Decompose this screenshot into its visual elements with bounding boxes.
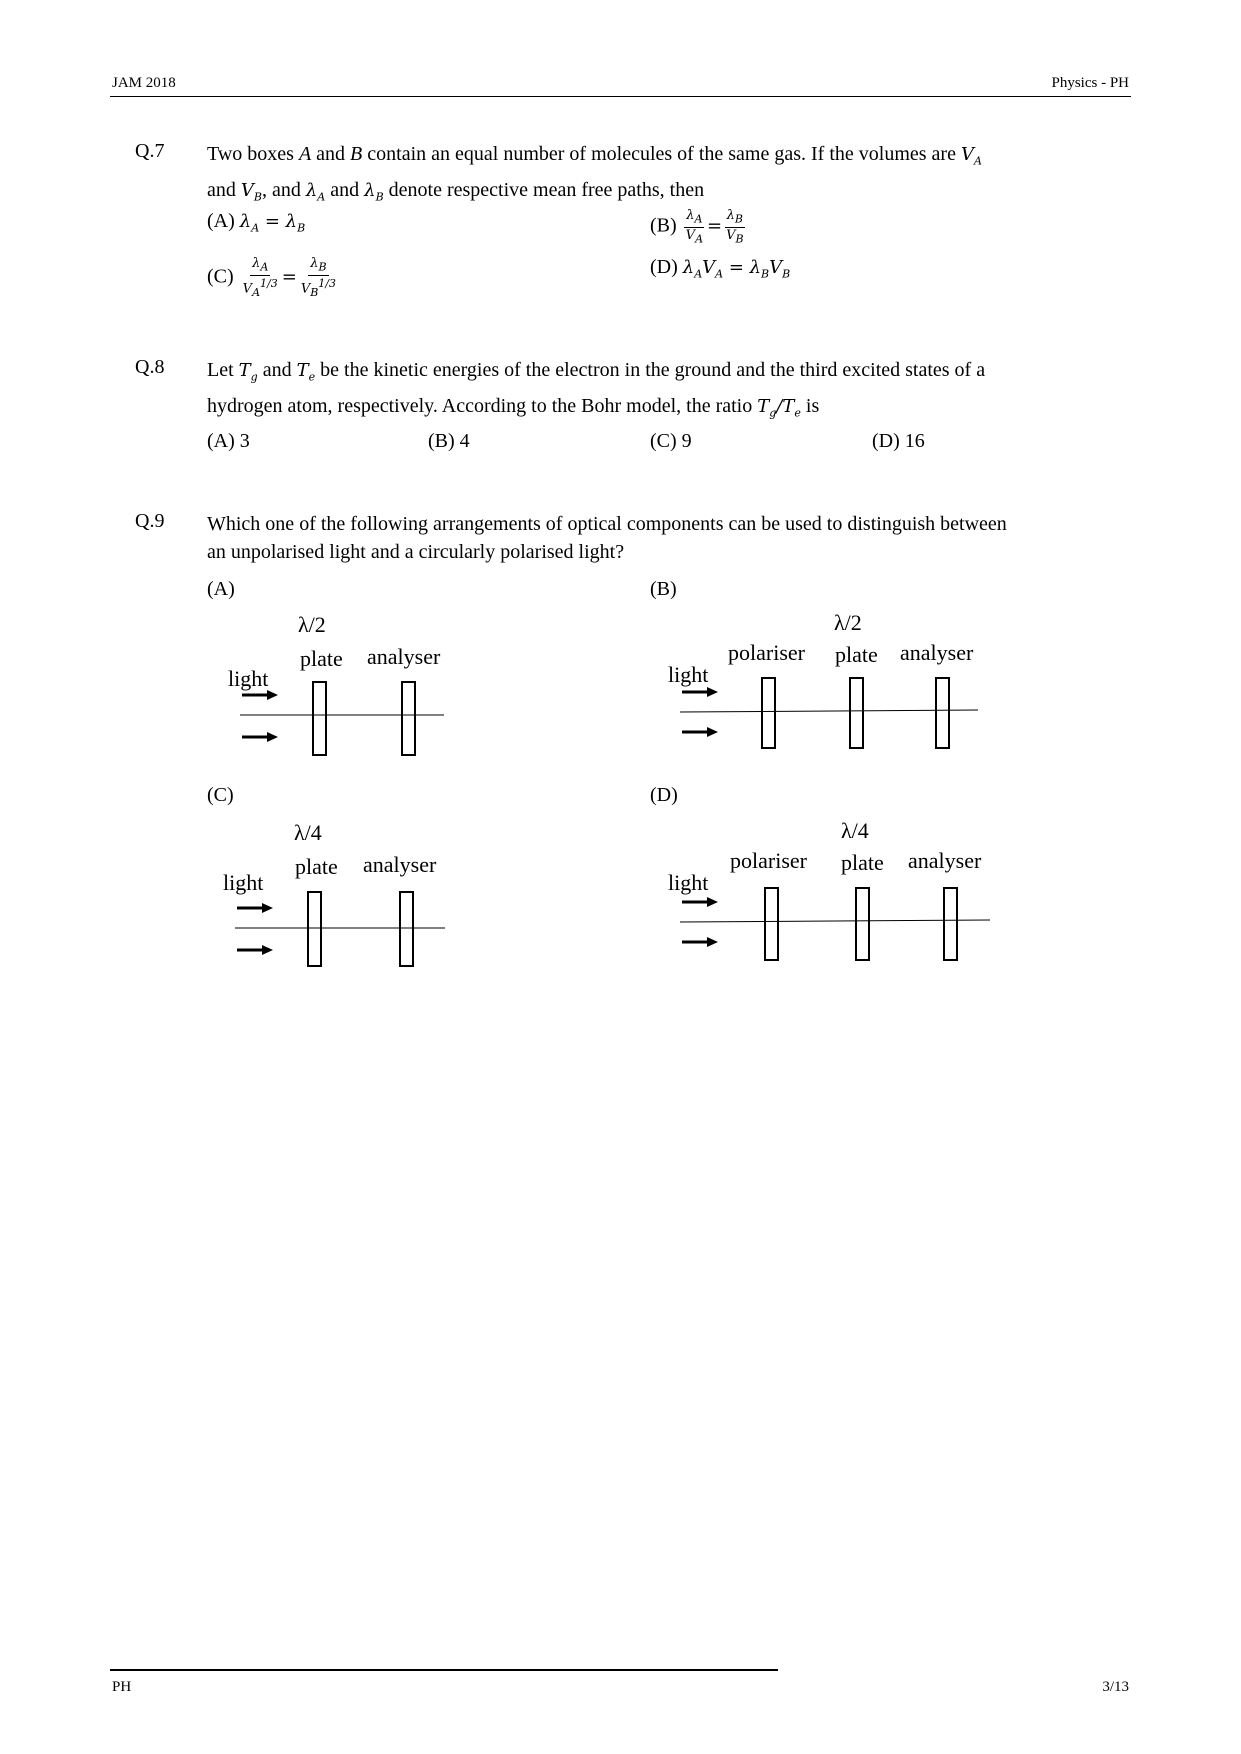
optical-axis — [680, 710, 978, 712]
q8-text: Let $T_g$ and $T_e$ be the kinetic energies of the electron in the ground and the third excited states of a hydrogen atom, respectively. According to the Bohr model, the ratio $T_g/T_e$ is — [207, 359, 986, 420]
q7-option-b: (B) $\frac{\lambda_A}{V_A}$ = $\frac{\lambda_B}{V_B}$ — [650, 208, 744, 246]
q7-option-d: (D) $\lambda_AV_A = \lambda_BV_B$ — [650, 256, 791, 281]
light-arrow-1-head — [707, 687, 718, 697]
diagram-c — [215, 818, 455, 968]
diagram-d — [660, 816, 1000, 966]
q9-option-c-label: (C) — [207, 784, 234, 806]
plate-fraction-label: λ/2 — [298, 612, 326, 637]
analyser-element — [936, 678, 949, 748]
analyser-element — [944, 888, 957, 960]
q8-number: Q.8 — [135, 356, 165, 378]
diagram-b-drawing — [660, 608, 990, 758]
diagram-b — [660, 608, 990, 758]
q7-option-c: (C) $\frac{\lambda_A}{V_A^{1/3}}$ = $\frac{\lambda_B}{V_B^{1/3}}$ — [207, 256, 336, 299]
light-label: light — [223, 870, 264, 895]
light-label: light — [228, 666, 269, 691]
page-number: 3/13 — [1102, 1679, 1129, 1695]
polariser-label: polariser — [728, 640, 805, 665]
analyser-label: analyser — [367, 644, 441, 669]
header-rule — [110, 96, 1131, 97]
header-left: JAM 2018 — [112, 75, 176, 91]
q9-option-d-label: (D) — [650, 784, 678, 806]
q9-option-b-label: (B) — [650, 578, 677, 600]
analyser-label: analyser — [908, 848, 982, 873]
polariser-label: polariser — [730, 848, 807, 873]
diagram-a — [220, 610, 460, 760]
polariser-element — [765, 888, 778, 960]
plate-element — [850, 678, 863, 748]
q9-text: Which one of the following arrangements of optical components can be used to distinguish between an unpolarised light and a circularly polarised light? — [207, 513, 1007, 563]
q7-option-a: (A) $\lambda_A = \lambda_B$ — [207, 210, 306, 235]
analyser-label: analyser — [363, 852, 437, 877]
q7-text: Two boxes A and B contain an equal number of molecules of the same gas. If the volumes are $V_A$ and $V_B$, and $\lambda_A$ and $\lambda_B$ denote respective mean free paths, then — [207, 143, 982, 204]
q8-option-d: (D) 16 — [872, 430, 925, 452]
plate-label: plate — [300, 646, 343, 671]
q7-number: Q.7 — [135, 140, 165, 162]
diagram-d-drawing — [660, 816, 1000, 966]
q9-number: Q.9 — [135, 510, 165, 532]
analyser-label: analyser — [900, 640, 974, 665]
q8-option-b: (B) 4 — [428, 430, 470, 452]
plate-element — [308, 892, 321, 966]
footer-left: PH — [112, 1679, 132, 1695]
plate-element — [856, 888, 869, 960]
analyser-element — [402, 682, 415, 755]
analyser-element — [400, 892, 413, 966]
polariser-element — [762, 678, 775, 748]
q9-option-a-label: (A) — [207, 578, 235, 600]
footer-rule — [110, 1669, 778, 1671]
light-label: light — [668, 870, 709, 895]
light-arrow-1-head — [707, 897, 718, 907]
plate-fraction-label: λ/2 — [834, 610, 862, 635]
plate-label: plate — [841, 850, 884, 875]
light-arrow-1-head — [262, 903, 273, 913]
light-label: light — [668, 662, 709, 687]
header-right: Physics - PH — [1051, 75, 1129, 91]
light-arrow-2-head — [707, 937, 718, 947]
plate-element — [313, 682, 326, 755]
plate-fraction-label: λ/4 — [294, 820, 322, 845]
light-arrow-2-head — [267, 732, 278, 742]
q8-option-c: (C) 9 — [650, 430, 692, 452]
light-arrow-1-head — [267, 690, 278, 700]
light-arrow-2-head — [262, 945, 273, 955]
light-arrow-2-head — [707, 727, 718, 737]
q8-option-a: (A) 3 — [207, 430, 250, 452]
plate-fraction-label: λ/4 — [841, 818, 869, 843]
plate-label: plate — [835, 642, 878, 667]
plate-label: plate — [295, 854, 338, 879]
